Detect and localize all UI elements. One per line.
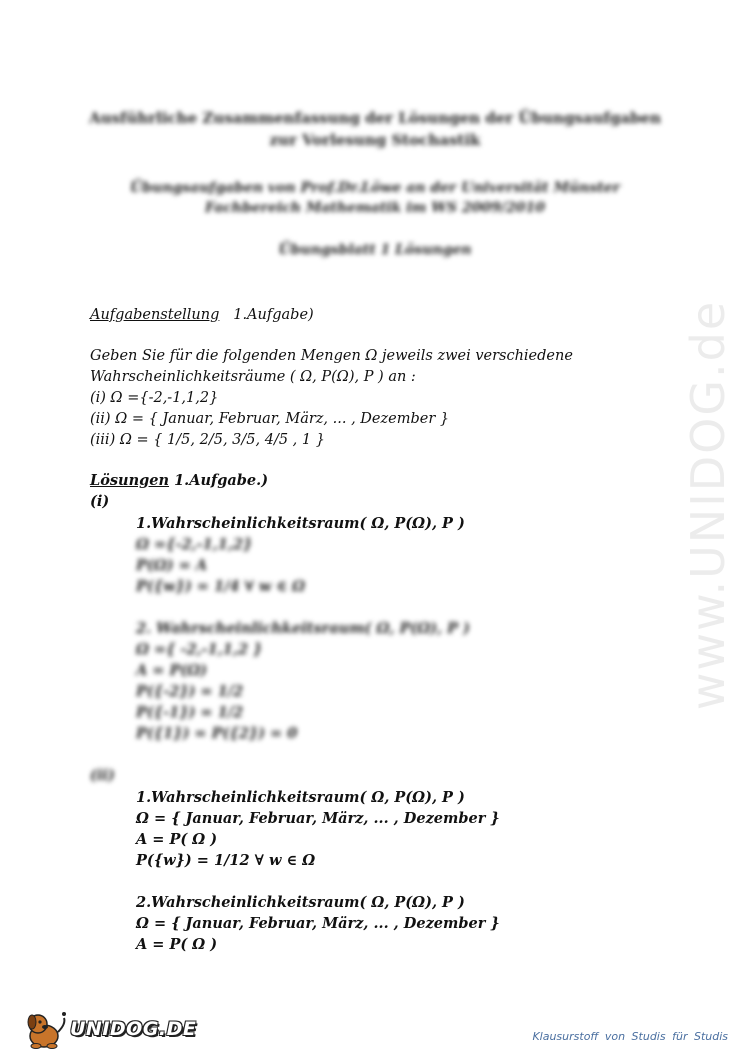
logo-text: UNIDOG.DE — [70, 1018, 197, 1040]
solution-i-space1-title: 1.Wahrscheinlichkeitsraum( Ω, P(Ω), P ) — [136, 515, 465, 532]
solution-i1-line3: P({w}) = 1/4 ∀ w ∈ Ω — [136, 578, 306, 595]
solution-i2-line2: A = P(Ω) — [136, 662, 208, 679]
watermark: www.UNIDOG.de — [681, 299, 735, 711]
solution-i1-line2: P(Ω) = A — [136, 557, 208, 574]
footer-tagline: Klausurstoff von Studis für Studis — [532, 1030, 728, 1043]
solution-ii1-line3: P({w}) = 1/12 ∀ w ∈ Ω — [136, 852, 316, 869]
task-item-1: (i) Ω ={-2,-1,1,2} — [90, 390, 219, 406]
task-item-3: (iii) Ω = { 1/5, 2/5, 3/5, 4/5 , 1 } — [90, 432, 325, 448]
solution-i-space2-title: 2. Wahrscheinlichkeitsraum( Ω, P(Ω), P ) — [136, 620, 470, 637]
solution-ii1-line1: Ω = { Januar, Februar, März, ... , Dezember } — [136, 810, 500, 827]
solution-ii1-line2: A = P( Ω ) — [136, 831, 218, 848]
doc-title-line1: Ausführliche Zusammenfassung der Lösungen der Übungsaufgaben — [89, 109, 661, 127]
solution-i2-line5: P({1}) = P({2}) = 0 — [136, 725, 298, 742]
solution-ii2-line1: Ω = { Januar, Februar, März, ... , Dezember } — [136, 915, 500, 932]
doc-title-line2: zur Vorlesung Stochastik — [269, 131, 481, 149]
task-intro-line2: Wahrscheinlichkeitsräume ( Ω, P(Ω), P ) an : — [90, 369, 416, 385]
doc-subtitle-line2: Fachbereich Mathematik im WS 2009/2010 — [205, 200, 545, 216]
solution-ii2-line2: A = P( Ω ) — [136, 936, 218, 953]
solution-heading-label: Lösungen — [90, 472, 170, 489]
task-heading-label: Aufgabenstellung — [90, 307, 220, 323]
solution-i2-line3: P({-2}) = 1/2 — [136, 683, 244, 700]
solution-i1-line1: Ω ={-2,-1,1,2} — [136, 536, 253, 553]
task-intro-line1: Geben Sie für die folgenden Mengen Ω jeweils zwei verschiedene — [90, 348, 573, 364]
doc-sheet-title: Übungsblatt 1 Lösungen — [278, 242, 472, 258]
solution-i2-line1: Ω ={ -2,-1,1,2 } — [136, 641, 263, 658]
solution-i2-line4: P({-1}) = 1/2 — [136, 704, 244, 721]
task-heading-suffix: 1.Aufgabe) — [233, 307, 314, 323]
solution-heading-suffix: 1.Aufgabe.) — [174, 472, 269, 489]
doc-subtitle-line1: Übungsaufgaben von Prof.Dr.Löwe an der Universität Münster — [130, 180, 620, 196]
solution-heading — [90, 471, 268, 491]
solution-ii-space1-title: 1.Wahrscheinlichkeitsraum( Ω, P(Ω), P ) — [136, 789, 465, 806]
solution-ii-space2-title: 2.Wahrscheinlichkeitsraum( Ω, P(Ω), P ) — [136, 894, 465, 911]
task-heading — [90, 305, 314, 325]
dog-icon — [24, 1010, 70, 1050]
solution-part-i: (i) — [90, 493, 110, 510]
solution-part-ii: (ii) — [90, 767, 115, 784]
unidog-logo[interactable] — [24, 1010, 204, 1050]
task-item-2: (ii) Ω = { Januar, Februar, März, ... , Dezember } — [90, 411, 450, 427]
